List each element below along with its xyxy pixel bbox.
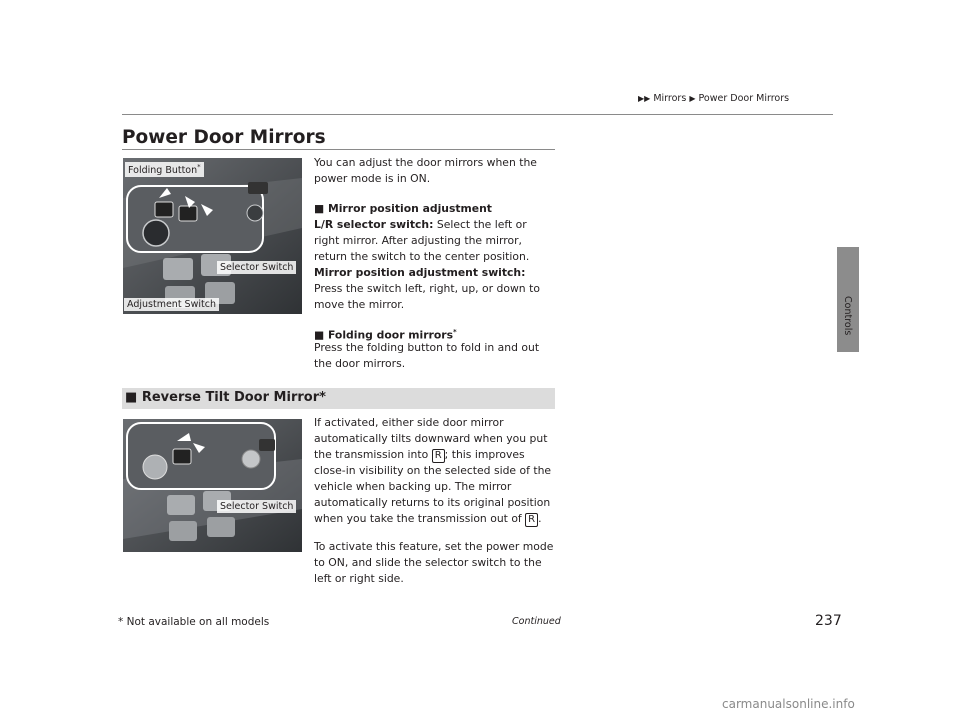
reverse-tilt-heading: ■ Reverse Tilt Door Mirror* — [125, 390, 326, 405]
mirror-switch-illustration — [123, 158, 302, 314]
footnote: * Not available on all models — [118, 616, 270, 628]
square-bullet-icon: ■ — [314, 328, 325, 342]
reverse-tilt-activation-text: To activate this feature, set the power mode to ON, and slide the selector switch to the left or right side. — [314, 540, 554, 585]
section-tab-label: Controls — [842, 296, 853, 336]
square-bullet-icon: ■ — [314, 202, 325, 215]
breadcrumb-arrow-icon: ▶▶ — [638, 94, 651, 103]
reverse-tilt-text: If activated, either side door mirror automatically tilts downward when you put the transmission into R ; this improves close-in visibility on the selected side of the vehicle when backing up. The mirror automatically returns to its original position when you take the transmission out of R . — [314, 416, 552, 525]
selector-switch-figure — [123, 419, 302, 552]
folding-text: Press the folding button to fold in and out the door mirrors. — [314, 341, 540, 370]
breadcrumb-arrow-icon: ▶ — [689, 94, 696, 103]
breadcrumb-item[interactable]: Power Door Mirrors — [698, 93, 790, 104]
square-bullet-icon: ■ — [125, 390, 138, 405]
gear-r-icon: R — [525, 513, 538, 527]
breadcrumb — [638, 93, 789, 104]
folding-heading: ■ Folding door mirrors* — [314, 328, 457, 342]
watermark[interactable]: carmanualsonline.info — [722, 697, 855, 711]
callout-selector-switch: Selector Switch — [217, 261, 296, 274]
page-title: Power Door Mirrors — [122, 127, 326, 148]
mirror-position-heading: ■ Mirror position adjustment — [314, 202, 492, 215]
page-number: 237 — [815, 613, 842, 629]
breadcrumb-item[interactable]: Mirrors — [653, 93, 687, 104]
lr-selector-text: L/R selector switch: Select the left or right mirror. After adjusting the mirror, return the switch to the center position. — [314, 218, 530, 263]
title-rule — [122, 149, 555, 150]
adjustment-switch-text: Mirror position adjustment switch: Press the switch left, right, up, or down to move the mirror. — [314, 266, 540, 311]
callout-folding-button: Folding Button* — [125, 162, 204, 177]
selector-switch-illustration — [123, 419, 302, 552]
mirror-switch-figure — [123, 158, 302, 314]
gear-r-icon: R — [432, 449, 445, 463]
intro-text: You can adjust the door mirrors when the power mode is in ON. — [314, 156, 537, 185]
callout-adjustment-switch: Adjustment Switch — [124, 298, 219, 311]
continued-label: Continued — [512, 616, 561, 627]
header-rule — [122, 114, 833, 115]
callout-selector-switch-2: Selector Switch — [217, 500, 296, 513]
